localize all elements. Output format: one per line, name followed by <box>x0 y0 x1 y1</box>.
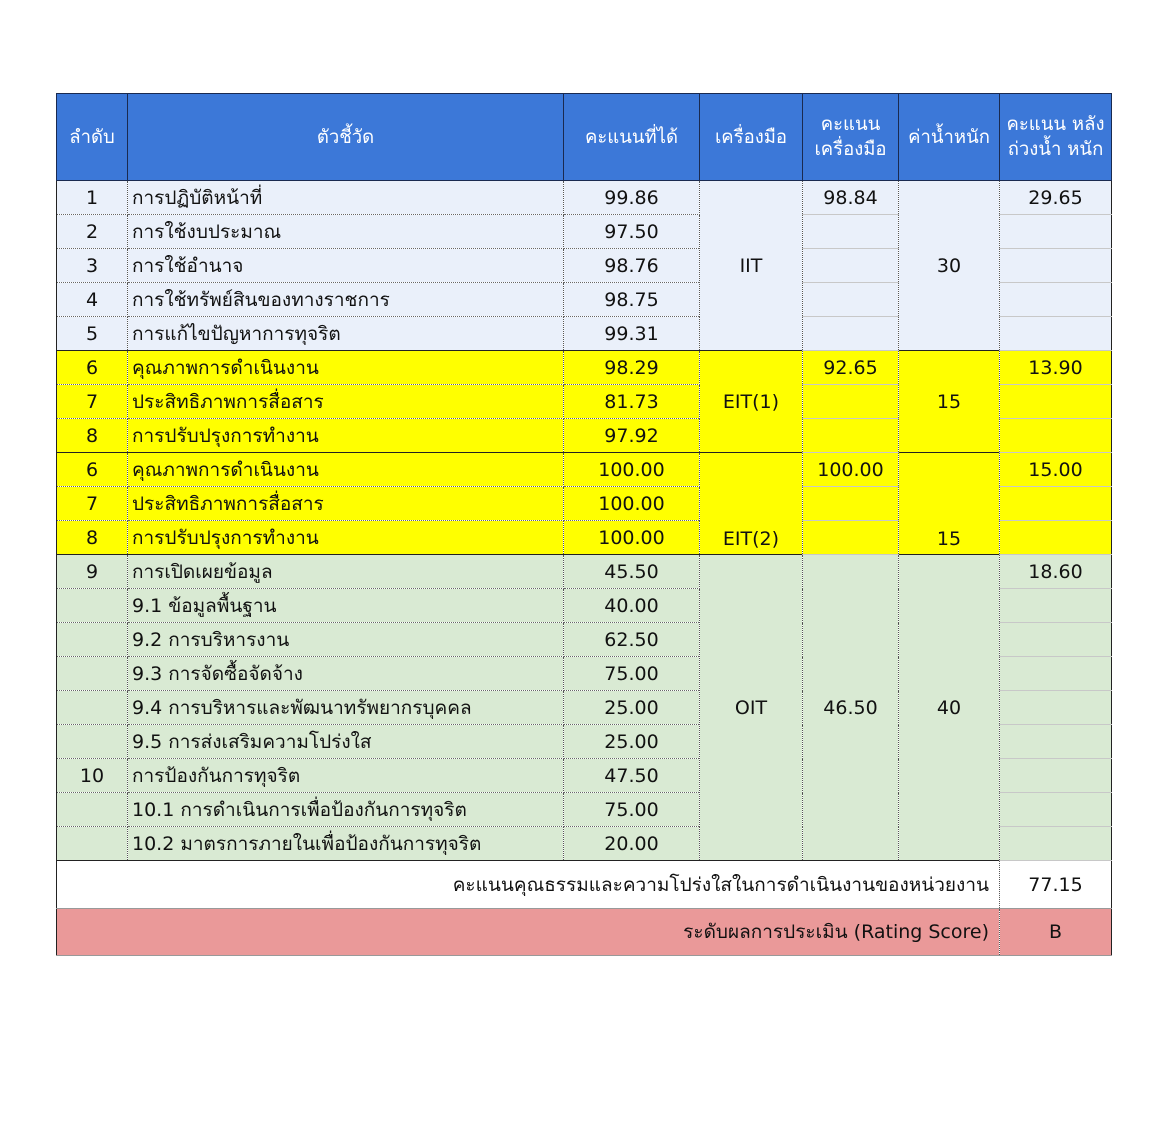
weighted-score-cell: 29.65 <box>1000 181 1112 215</box>
row-score: 100.00 <box>564 453 700 487</box>
ita-score-table <box>56 93 1112 956</box>
tool-score-cell: 92.65 <box>803 351 899 385</box>
summary-label: คะแนนคุณธรรมและความโปร่งใสในการดำเนินงานของหน่วยงาน <box>57 861 1000 909</box>
row-order <box>57 657 128 691</box>
row-score: 97.50 <box>564 215 700 249</box>
row-score: 75.00 <box>564 793 700 827</box>
row-order <box>57 589 128 623</box>
row-score: 100.00 <box>564 521 700 555</box>
summary-row <box>57 861 1112 909</box>
table-row <box>57 555 1112 589</box>
weighted-score-empty <box>1000 487 1112 521</box>
row-order: 8 <box>57 419 128 453</box>
table-row <box>57 453 1112 487</box>
weight-cell: 15 <box>899 351 1000 453</box>
row-indicator: การปฏิบัติหน้าที่ <box>128 181 564 215</box>
weighted-score-empty <box>1000 317 1112 351</box>
weighted-score-cell: 18.60 <box>1000 555 1112 589</box>
table-row <box>57 181 1112 215</box>
row-indicator: การใช้งบประมาณ <box>128 215 564 249</box>
tool-cell: IIT <box>700 181 803 351</box>
row-order: 1 <box>57 181 128 215</box>
row-score: 75.00 <box>564 657 700 691</box>
row-indicator: การแก้ไขปัญหาการทุจริต <box>128 317 564 351</box>
col-header-indicator: ตัวชี้วัด <box>128 94 564 181</box>
table-body <box>57 181 1112 861</box>
row-order <box>57 793 128 827</box>
row-indicator: คุณภาพการดำเนินงาน <box>128 351 564 385</box>
rating-row <box>57 909 1112 956</box>
weighted-score-cell: 13.90 <box>1000 351 1112 385</box>
weighted-score-empty <box>1000 419 1112 453</box>
row-score: 98.29 <box>564 351 700 385</box>
row-score: 40.00 <box>564 589 700 623</box>
row-indicator: การใช้ทรัพย์สินของทางราชการ <box>128 283 564 317</box>
weighted-score-empty <box>1000 215 1112 249</box>
row-indicator: การเปิดเผยข้อมูล <box>128 555 564 589</box>
tool-score-empty <box>803 419 899 453</box>
row-indicator: คุณภาพการดำเนินงาน <box>128 453 564 487</box>
row-order <box>57 827 128 861</box>
weighted-score-empty <box>1000 589 1112 623</box>
row-order: 8 <box>57 521 128 555</box>
weighted-score-empty <box>1000 691 1112 725</box>
row-indicator: 9.5 การส่งเสริมความโปร่งใส <box>128 725 564 759</box>
tool-score-empty <box>803 487 899 521</box>
header-row <box>57 94 1112 181</box>
col-header-score: คะแนนที่ได้ <box>564 94 700 181</box>
row-order <box>57 691 128 725</box>
row-order: 4 <box>57 283 128 317</box>
row-indicator: 10.1 การดำเนินการเพื่อป้องกันการทุจริต <box>128 793 564 827</box>
tool-cell: EIT(1) <box>700 351 803 453</box>
row-order <box>57 725 128 759</box>
row-order: 5 <box>57 317 128 351</box>
col-header-tool: เครื่องมือ <box>700 94 803 181</box>
tool-score-empty <box>803 385 899 419</box>
row-indicator: ประสิทธิภาพการสื่อสาร <box>128 385 564 419</box>
row-indicator: 9.3 การจัดซื้อจัดจ้าง <box>128 657 564 691</box>
tool-cell: OIT <box>700 555 803 861</box>
row-indicator: 9.4 การบริหารและพัฒนาทรัพยากรบุคคล <box>128 691 564 725</box>
row-order: 9 <box>57 555 128 589</box>
row-indicator: การปรับปรุงการทำงาน <box>128 521 564 555</box>
row-order <box>57 623 128 657</box>
weighted-score-empty <box>1000 827 1112 861</box>
row-order: 10 <box>57 759 128 793</box>
tool-score-cell: 98.84 <box>803 181 899 215</box>
row-score: 99.86 <box>564 181 700 215</box>
rating-value: B <box>1000 909 1112 956</box>
col-header-weight: ค่าน้ำหนัก <box>899 94 1000 181</box>
weight-cell: 15 <box>899 453 1000 555</box>
tool-score-cell: 100.00 <box>803 453 899 487</box>
weighted-score-empty <box>1000 283 1112 317</box>
row-score: 47.50 <box>564 759 700 793</box>
row-score: 81.73 <box>564 385 700 419</box>
row-score: 62.50 <box>564 623 700 657</box>
table-row <box>57 351 1112 385</box>
weighted-score-empty <box>1000 623 1112 657</box>
row-order: 7 <box>57 385 128 419</box>
weighted-score-empty <box>1000 793 1112 827</box>
row-indicator: การปรับปรุงการทำงาน <box>128 419 564 453</box>
row-indicator: 9.1 ข้อมูลพื้นฐาน <box>128 589 564 623</box>
tool-score-empty <box>803 215 899 249</box>
row-score: 98.76 <box>564 249 700 283</box>
row-score: 25.00 <box>564 725 700 759</box>
row-indicator: 10.2 มาตรการภายในเพื่อป้องกันการทุจริต <box>128 827 564 861</box>
row-score: 25.00 <box>564 691 700 725</box>
row-indicator: การป้องกันการทุจริต <box>128 759 564 793</box>
row-indicator: การใช้อำนาจ <box>128 249 564 283</box>
rating-label: ระดับผลการประเมิน (Rating Score) <box>57 909 1000 956</box>
weighted-score-empty <box>1000 657 1112 691</box>
tool-score-empty <box>803 249 899 283</box>
weighted-score-empty <box>1000 725 1112 759</box>
tool-score-cell: 46.50 <box>803 555 899 861</box>
row-order: 3 <box>57 249 128 283</box>
row-score: 45.50 <box>564 555 700 589</box>
weighted-score-empty <box>1000 249 1112 283</box>
weighted-score-empty <box>1000 521 1112 555</box>
weighted-score-empty <box>1000 385 1112 419</box>
row-order: 6 <box>57 351 128 385</box>
col-header-tool-score: คะแนน เครื่องมือ <box>803 94 899 181</box>
row-score: 20.00 <box>564 827 700 861</box>
col-header-weighted-score: คะแนน หลังถ่วงน้ำ หนัก <box>1000 94 1112 181</box>
weight-cell: 40 <box>899 555 1000 861</box>
summary-value: 77.15 <box>1000 861 1112 909</box>
tool-score-empty <box>803 283 899 317</box>
row-score: 100.00 <box>564 487 700 521</box>
row-indicator: 9.2 การบริหารงาน <box>128 623 564 657</box>
tool-score-empty <box>803 521 899 555</box>
row-order: 2 <box>57 215 128 249</box>
tool-cell: EIT(2) <box>700 453 803 555</box>
tool-score-empty <box>803 317 899 351</box>
row-indicator: ประสิทธิภาพการสื่อสาร <box>128 487 564 521</box>
weight-cell: 30 <box>899 181 1000 351</box>
weighted-score-empty <box>1000 759 1112 793</box>
weighted-score-cell: 15.00 <box>1000 453 1112 487</box>
row-order: 6 <box>57 453 128 487</box>
row-score: 97.92 <box>564 419 700 453</box>
row-order: 7 <box>57 487 128 521</box>
row-score: 98.75 <box>564 283 700 317</box>
row-score: 99.31 <box>564 317 700 351</box>
col-header-order: ลำดับ <box>57 94 128 181</box>
